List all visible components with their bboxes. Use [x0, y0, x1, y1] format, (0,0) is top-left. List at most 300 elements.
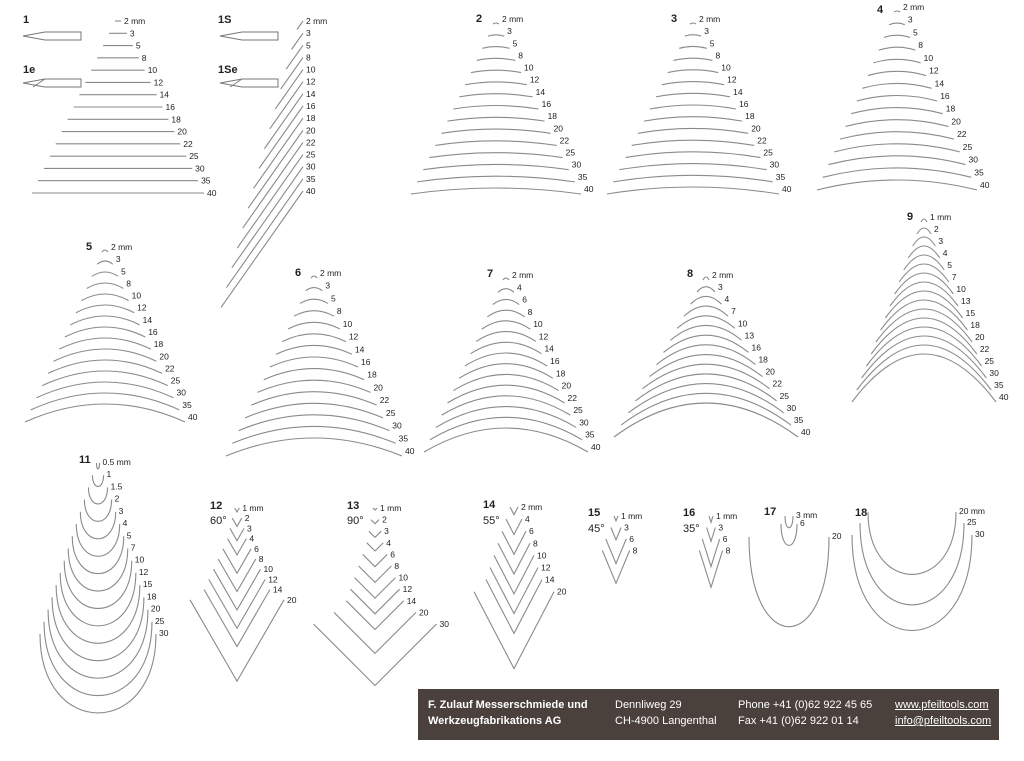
size-label-2-30: 30: [571, 159, 582, 170]
size-label-2-14: 14: [535, 86, 546, 97]
cut-arc-6-40: [226, 438, 402, 456]
cut-arc-11-30: [40, 634, 156, 713]
cut-arc-4-30: [829, 156, 966, 165]
size-label-11-12: 12: [138, 566, 149, 577]
profile-number-1Se: 1Se: [218, 64, 238, 76]
size-label-11-15: 15: [142, 579, 153, 590]
size-label-3-5: 5: [709, 38, 715, 49]
size-label-1-40: 40: [207, 188, 217, 198]
cut-v-12-6: [223, 549, 251, 573]
size-label-8-30: 30: [786, 402, 797, 413]
size-label-1S-3: 3: [306, 28, 311, 39]
size-label-5-30: 30: [176, 387, 186, 398]
size-label-2-16: 16: [541, 99, 552, 109]
size-label-9-2: 2: [934, 224, 939, 234]
cut-arc-4-18: [851, 108, 943, 114]
size-label-9-40: 40: [999, 392, 1009, 402]
size-label-14-14: 14: [545, 574, 555, 585]
profile-number-15: 15: [588, 507, 601, 519]
cut-arc-7-22: [448, 385, 565, 403]
size-label-8-20: 20: [765, 366, 775, 377]
size-label-9-1: 1 mm: [930, 212, 952, 222]
size-label-14-8: 8: [533, 538, 538, 549]
cut-arc-8-40: [614, 403, 798, 437]
size-label-12-3: 3: [247, 523, 252, 534]
cut-arc-11-25: [44, 622, 152, 696]
size-label-17-6: 6: [800, 518, 805, 528]
size-label-4-40: 40: [980, 180, 990, 190]
size-label-11-20: 20: [150, 603, 161, 614]
size-label-1S-40: 40: [306, 186, 316, 196]
cut-arc-4-12: [868, 71, 926, 75]
size-label-3-40: 40: [782, 184, 792, 194]
cut-v-14-20: [474, 592, 554, 669]
size-label-12-6: 6: [254, 543, 259, 554]
size-label-14-12: 12: [541, 562, 551, 573]
profile-number-1S: 1S: [218, 14, 232, 26]
cut-line-1S-2: [297, 21, 303, 30]
size-label-18-20: 20 mm: [959, 506, 985, 516]
cut-arc-7-25: [442, 396, 571, 415]
size-label-9-10: 10: [956, 284, 966, 294]
size-label-4-16: 16: [940, 91, 950, 101]
profile-number-2: 2: [476, 13, 483, 25]
cut-arc-11-18: [52, 597, 144, 660]
size-label-4-25: 25: [962, 141, 973, 152]
size-label-1S-35: 35: [306, 173, 316, 184]
size-label-1S-14: 14: [306, 88, 316, 99]
size-label-4-10: 10: [923, 52, 934, 63]
size-label-5-2: 2 mm: [111, 242, 133, 252]
cut-v-16-6: [702, 539, 719, 567]
size-label-1S-2: 2 mm: [306, 16, 328, 26]
size-label-5-3: 3: [115, 254, 121, 265]
size-label-3-2: 2 mm: [699, 14, 721, 24]
cut-arc-4-10: [873, 59, 920, 63]
cut-v-16-1: [709, 516, 713, 522]
cut-arc-5-35: [31, 393, 179, 410]
cut-arc-9-40: [852, 354, 996, 402]
size-label-6-12: 12: [348, 331, 359, 342]
size-label-4-30: 30: [968, 154, 978, 165]
cut-arc-7-18: [459, 364, 553, 379]
cut-arc-9-3: [913, 237, 936, 246]
cut-arc-6-20: [258, 380, 371, 392]
size-label-12-14: 14: [272, 584, 283, 595]
size-label-7-2: 2 mm: [512, 270, 534, 280]
size-label-1-14: 14: [159, 89, 170, 100]
size-label-14-2: 2 mm: [521, 502, 543, 512]
size-label-1-22: 22: [183, 138, 193, 149]
profile-number-7: 7: [487, 268, 494, 280]
cut-arc-9-4: [908, 246, 939, 258]
cut-arc-3-22: [632, 140, 755, 145]
size-label-3-18: 18: [745, 111, 755, 122]
cut-arc-3-10: [668, 70, 719, 73]
size-label-17-20: 20: [832, 531, 842, 541]
cut-arc-2-35: [417, 176, 575, 182]
size-label-16-1: 1 mm: [716, 511, 738, 521]
size-label-5-40: 40: [188, 412, 198, 422]
cut-arc-6-16: [270, 357, 358, 367]
size-label-2-2: 2 mm: [502, 14, 524, 24]
size-label-7-8: 8: [527, 306, 533, 317]
size-label-12-20: 20: [287, 594, 297, 605]
cut-arc-18-25: [860, 523, 964, 605]
cut-v-13-30: [314, 624, 437, 686]
size-label-7-40: 40: [591, 442, 601, 452]
size-label-12-12: 12: [268, 574, 278, 585]
size-label-12-4: 4: [249, 533, 255, 544]
cut-v-15-6: [606, 539, 626, 564]
cut-arc-2-30: [423, 164, 568, 169]
angle-label-14: 55°: [483, 515, 500, 527]
size-label-3-30: 30: [769, 159, 780, 170]
cut-arc-2-12: [465, 82, 527, 85]
size-label-14-4: 4: [525, 514, 530, 525]
size-label-6-22: 22: [379, 395, 390, 406]
size-label-1S-20: 20: [306, 125, 316, 136]
size-label-6-5: 5: [331, 293, 336, 304]
size-label-8-2: 2 mm: [712, 270, 734, 280]
cut-arc-5-3: [97, 261, 113, 264]
cut-v-12-3: [230, 528, 244, 540]
cut-arc-11-0.5: [97, 463, 100, 469]
size-label-5-35: 35: [182, 399, 192, 410]
size-label-8-3: 3: [718, 282, 723, 293]
size-label-8-18: 18: [758, 354, 768, 365]
size-label-18-25: 25: [967, 517, 977, 527]
size-label-1S-8: 8: [306, 52, 311, 63]
size-label-2-22: 22: [559, 135, 570, 146]
size-label-13-4: 4: [386, 537, 391, 548]
cut-line-1S-30: [232, 167, 303, 268]
cut-arc-8-7: [684, 306, 728, 316]
size-label-3-10: 10: [721, 62, 731, 73]
size-label-7-6: 6: [522, 294, 527, 305]
cut-arc-2-5: [482, 47, 509, 49]
size-label-6-20: 20: [373, 382, 383, 393]
size-label-6-25: 25: [385, 407, 396, 418]
size-label-9-4: 4: [942, 248, 948, 258]
cut-arc-6-25: [245, 403, 383, 418]
size-label-11-1.5: 1.5: [110, 481, 123, 492]
cut-v-12-1: [235, 508, 240, 512]
cut-arc-18-30: [852, 535, 972, 631]
cut-arc-5-2: [102, 250, 108, 252]
company-name-line2: Werkzeugfabrikations AG: [428, 715, 562, 727]
size-label-7-12: 12: [538, 331, 549, 342]
size-label-9-22: 22: [979, 344, 990, 354]
cut-arc-5-20: [54, 349, 157, 361]
cut-arc-3-40: [607, 187, 779, 194]
size-label-15-3: 3: [624, 522, 629, 533]
size-label-2-12: 12: [529, 74, 540, 85]
size-label-5-20: 20: [159, 351, 169, 362]
cut-arc-3-3: [685, 35, 701, 36]
size-label-15-6: 6: [629, 534, 634, 544]
cut-v-14-14: [486, 580, 542, 634]
size-label-1-25: 25: [189, 151, 199, 162]
profile-number-6: 6: [295, 267, 302, 279]
cut-v-13-14: [346, 601, 403, 630]
cut-arc-11-12: [60, 573, 136, 626]
cut-arc-2-14: [459, 94, 532, 97]
cut-arc-6-18: [264, 369, 364, 380]
size-label-1-12: 12: [153, 77, 164, 88]
cut-arc-8-16: [663, 335, 748, 352]
cut-arc-5-18: [59, 338, 151, 349]
cut-line-1S-20: [248, 130, 303, 208]
cut-arc-6-3: [306, 288, 323, 291]
size-label-1S-22: 22: [306, 137, 316, 148]
angle-label-13: 90°: [347, 515, 364, 527]
size-label-6-35: 35: [398, 433, 409, 444]
size-label-9-18: 18: [970, 320, 980, 330]
size-label-1-2: 2 mm: [124, 16, 146, 26]
cut-arc-2-22: [435, 141, 556, 146]
cut-v-15-1: [614, 516, 618, 521]
size-label-6-16: 16: [361, 357, 371, 367]
cut-arc-4-8: [879, 47, 916, 50]
size-label-11-25: 25: [154, 615, 165, 626]
size-label-1-10: 10: [147, 65, 158, 76]
size-label-8-16: 16: [751, 342, 761, 353]
cut-v-13-12: [350, 589, 399, 614]
cut-v-12-12: [209, 579, 265, 628]
cut-arc-17-3: [785, 516, 793, 528]
cut-arc-7-2: [503, 278, 509, 280]
company-name-line1: F. Zulauf Messerschmiede und: [428, 699, 588, 711]
cut-v-14-8: [498, 543, 530, 574]
size-label-12-10: 10: [263, 564, 273, 575]
profile-number-4: 4: [877, 4, 884, 16]
cut-v-15-8: [602, 551, 629, 584]
cut-arc-8-13: [670, 325, 741, 340]
cut-arc-5-10: [81, 294, 128, 301]
cut-arc-3-18: [644, 117, 742, 121]
size-label-13-10: 10: [398, 572, 408, 583]
cut-arc-5-5: [92, 272, 118, 276]
size-label-11-1: 1: [106, 469, 112, 480]
size-label-6-40: 40: [405, 446, 415, 456]
size-label-7-18: 18: [555, 368, 566, 379]
blade-icon-1e: [23, 79, 81, 87]
cut-v-13-4: [367, 543, 383, 551]
size-label-4-2: 2 mm: [903, 2, 925, 12]
cut-v-13-20: [334, 612, 416, 653]
cut-arc-9-15: [885, 291, 962, 318]
cut-v-16-3: [707, 528, 716, 542]
cut-arc-7-40: [424, 428, 588, 452]
cut-arc-11-15: [56, 585, 140, 643]
size-label-9-30: 30: [989, 368, 999, 378]
size-label-5-22: 22: [165, 363, 175, 374]
cut-arc-6-12: [282, 334, 346, 342]
cut-arc-9-1: [921, 219, 927, 222]
cut-v-13-2: [371, 520, 379, 524]
profile-number-1: 1: [23, 14, 30, 26]
cut-arc-11-10: [64, 561, 132, 609]
cut-arc-3-14: [656, 93, 730, 97]
blade-icon-1: [23, 32, 81, 40]
size-label-11-4: 4: [122, 518, 128, 529]
size-label-9-20: 20: [975, 332, 985, 342]
size-label-7-14: 14: [544, 343, 554, 354]
cut-arc-6-10: [288, 322, 340, 329]
cut-arc-5-40: [25, 404, 185, 422]
size-label-9-3: 3: [938, 236, 944, 246]
cut-arc-6-30: [239, 415, 390, 431]
cut-v-13-8: [359, 566, 392, 582]
size-label-13-8: 8: [394, 561, 400, 571]
cut-arc-11-1.5: [88, 487, 107, 503]
cut-arc-3-5: [679, 46, 707, 48]
profile-number-13: 13: [347, 500, 360, 512]
cut-arc-9-18: [881, 300, 968, 330]
size-label-13-1: 1 mm: [380, 503, 402, 513]
size-label-1-5: 5: [135, 40, 141, 51]
cut-arc-2-16: [453, 106, 538, 110]
size-label-6-8: 8: [336, 306, 342, 317]
size-label-7-20: 20: [561, 380, 572, 391]
size-label-12-2: 2: [244, 513, 250, 524]
size-label-11-2: 2: [114, 493, 120, 504]
profile-number-14: 14: [483, 499, 496, 511]
cut-v-13-10: [355, 578, 396, 599]
size-label-14-20: 20: [557, 586, 567, 597]
cut-arc-7-8: [487, 310, 524, 317]
size-label-3-14: 14: [733, 86, 743, 97]
cut-arc-8-25: [635, 374, 776, 401]
cut-arc-3-2: [690, 23, 696, 24]
size-label-11-7: 7: [130, 542, 136, 553]
size-label-3-12: 12: [727, 74, 737, 85]
cut-line-1S-22: [243, 142, 303, 228]
size-label-7-10: 10: [533, 319, 543, 330]
size-label-9-5: 5: [947, 260, 952, 270]
size-label-1-16: 16: [165, 102, 175, 112]
cut-arc-9-20: [876, 309, 972, 342]
size-label-5-18: 18: [153, 339, 164, 350]
cut-arc-18-20: [868, 512, 956, 574]
cut-arc-11-2: [84, 500, 111, 522]
cut-arc-9-35: [857, 345, 991, 390]
cut-arc-5-16: [65, 327, 145, 337]
size-label-11-5: 5: [126, 530, 132, 541]
size-label-1-18: 18: [171, 114, 181, 125]
cut-arc-17-20: [749, 537, 829, 627]
cut-arc-4-16: [857, 96, 937, 102]
cut-arc-8-30: [628, 384, 783, 413]
cut-arc-9-5: [904, 255, 944, 270]
size-label-3-35: 35: [775, 171, 786, 182]
size-label-3-3: 3: [704, 26, 709, 37]
cut-arc-2-10: [471, 70, 521, 72]
size-label-3-16: 16: [739, 99, 749, 109]
cut-v-12-10: [214, 569, 261, 610]
cut-arc-4-3: [889, 23, 905, 25]
cut-v-12-20: [190, 600, 284, 681]
website-link[interactable]: www.pfeiltools.com: [895, 699, 989, 711]
cut-v-13-1: [373, 508, 377, 510]
cut-v-14-4: [506, 519, 522, 534]
profile-number-1e: 1e: [23, 64, 36, 76]
size-label-1S-10: 10: [306, 64, 316, 75]
cut-arc-3-20: [638, 128, 748, 133]
size-label-12-1: 1 mm: [242, 503, 264, 513]
size-label-6-10: 10: [342, 318, 353, 329]
size-label-4-20: 20: [951, 116, 961, 127]
size-label-8-7: 7: [731, 306, 736, 317]
cut-arc-4-40: [817, 180, 977, 190]
size-label-7-4: 4: [516, 282, 522, 293]
size-label-7-35: 35: [585, 429, 595, 440]
cut-v-12-2: [232, 518, 241, 526]
size-label-9-25: 25: [984, 356, 995, 366]
angle-label-15: 45°: [588, 523, 605, 535]
fax-number: Fax +41 (0)62 922 01 14: [738, 715, 859, 727]
cut-arc-6-8: [294, 311, 334, 316]
cut-arc-5-30: [37, 382, 174, 398]
profile-number-3: 3: [671, 13, 678, 25]
size-label-8-10: 10: [737, 318, 748, 329]
cut-arc-9-13: [890, 282, 958, 306]
size-label-2-5: 5: [512, 38, 518, 49]
blade-icon-1Se: [220, 79, 278, 87]
size-label-3-8: 8: [715, 50, 721, 61]
cut-arc-3-30: [619, 164, 766, 170]
size-label-4-18: 18: [945, 103, 956, 114]
size-label-3-20: 20: [751, 123, 761, 134]
size-label-6-30: 30: [392, 420, 402, 431]
cut-arc-7-20: [453, 374, 558, 390]
size-label-4-14: 14: [934, 78, 945, 89]
cut-arc-11-7: [68, 549, 128, 592]
cut-v-16-8: [699, 551, 722, 588]
size-label-11-18: 18: [146, 591, 157, 602]
size-label-11-30: 30: [159, 628, 169, 638]
profile-number-5: 5: [86, 241, 93, 253]
size-label-7-30: 30: [579, 417, 589, 428]
cut-arc-8-35: [621, 390, 791, 425]
cut-arc-4-14: [862, 83, 931, 88]
size-label-9-13: 13: [960, 296, 971, 306]
size-label-17-3: 3 mm: [796, 510, 818, 520]
email-link[interactable]: info@pfeiltools.com: [895, 715, 992, 727]
size-label-2-25: 25: [565, 147, 576, 158]
cut-arc-2-8: [477, 58, 516, 60]
size-label-1S-5: 5: [306, 40, 311, 51]
cut-arc-8-2: [703, 277, 709, 280]
size-label-8-25: 25: [779, 390, 790, 401]
cut-line-1S-40: [221, 191, 303, 307]
address-street: Dennliweg 29: [615, 699, 682, 711]
size-label-15-8: 8: [632, 545, 638, 556]
cut-arc-6-5: [300, 299, 328, 303]
size-label-4-22: 22: [957, 129, 967, 140]
size-label-4-3: 3: [907, 14, 913, 25]
size-label-9-7: 7: [951, 272, 957, 282]
size-label-9-15: 15: [965, 308, 976, 318]
size-label-16-6: 6: [722, 534, 728, 544]
cut-v-13-6: [363, 554, 388, 566]
size-label-8-40: 40: [801, 427, 811, 437]
profile-number-11: 11: [79, 454, 91, 466]
size-label-13-2: 2: [382, 514, 387, 525]
cut-line-1S-10: [275, 70, 303, 109]
size-label-6-2: 2 mm: [320, 268, 342, 278]
